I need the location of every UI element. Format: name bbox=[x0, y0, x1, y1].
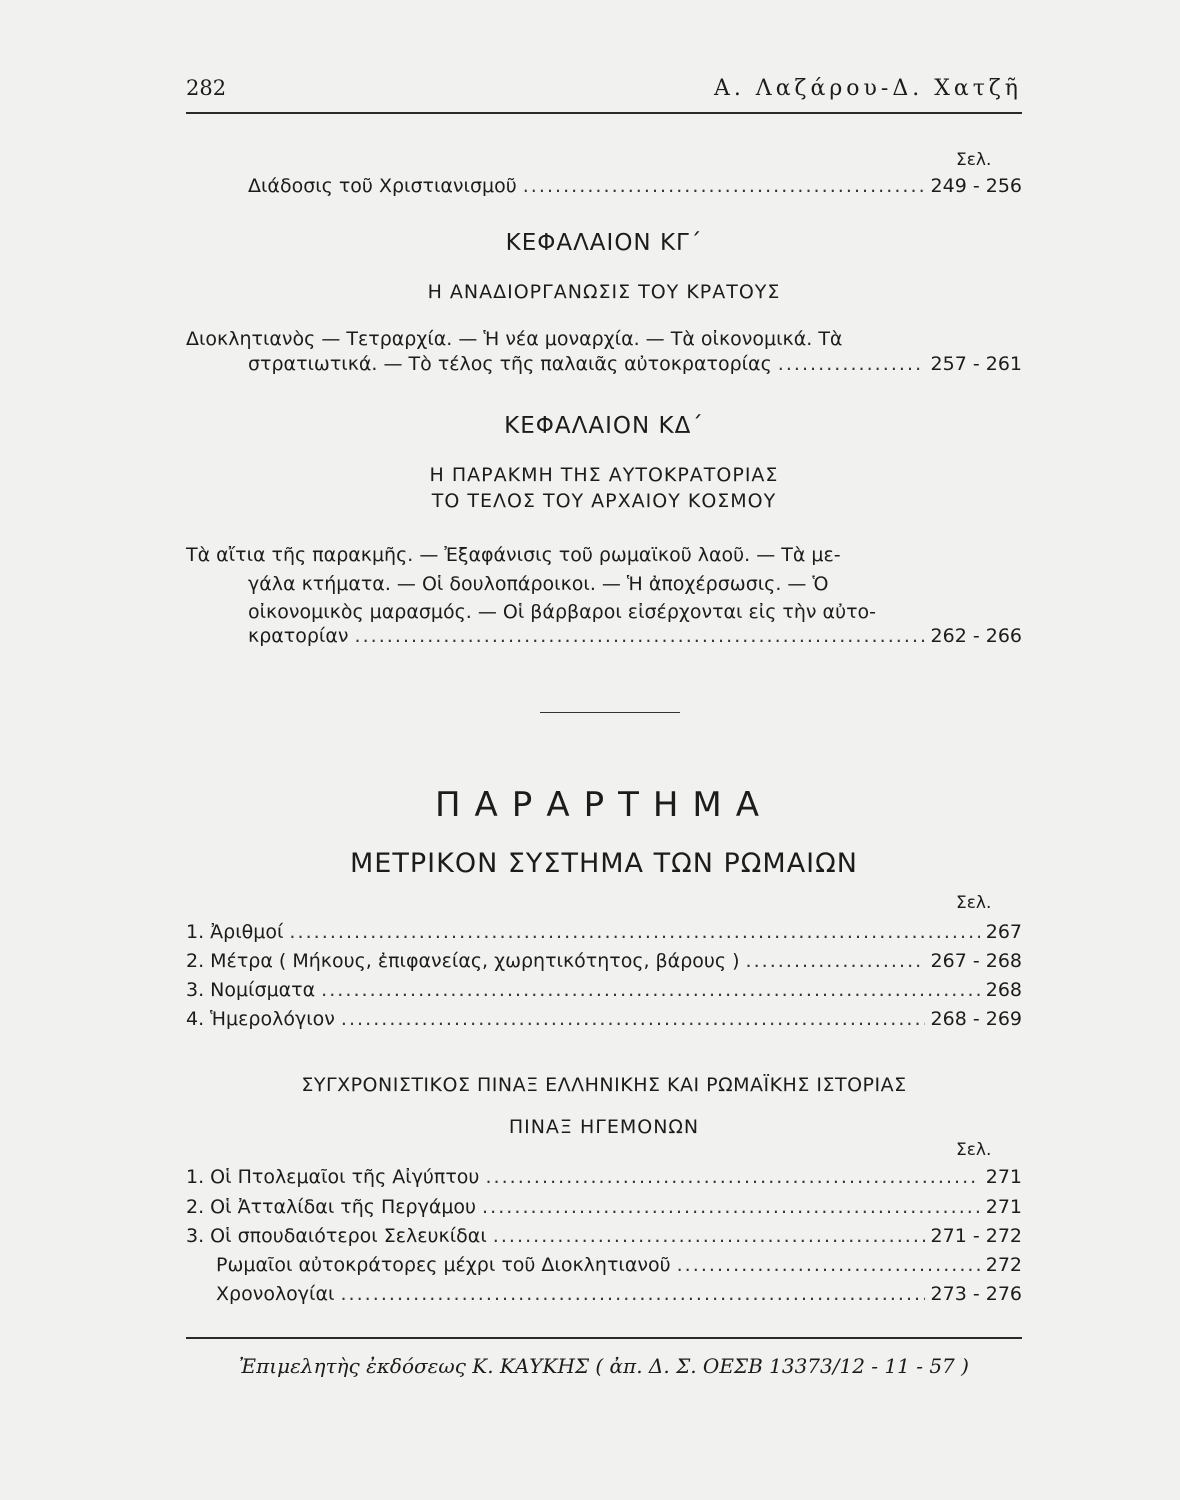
toc-entry-pages: 268 bbox=[985, 979, 1022, 1001]
chapter-subtitle: ΤΟ ΤΕΛΟΣ ΤΟΥ ΑΡΧΑΙΟΥ ΚΟΣΜΟΥ bbox=[431, 490, 777, 512]
toc-entry-pages: 271 - 272 bbox=[930, 1225, 1022, 1247]
toc-entry bbox=[216, 1283, 1022, 1305]
leader-dots bbox=[482, 1196, 980, 1218]
leader-dots bbox=[321, 979, 980, 1001]
footer-rule bbox=[186, 1337, 1022, 1339]
toc-entry bbox=[186, 1196, 1022, 1218]
toc-entry-text: 3. Νομίσματα bbox=[186, 979, 316, 1001]
sel-label: Σελ. bbox=[956, 893, 992, 913]
toc-entry-pages: 268 - 269 bbox=[930, 1008, 1022, 1030]
leader-dots bbox=[289, 921, 979, 943]
leader-dots bbox=[493, 1225, 925, 1247]
page-header bbox=[186, 76, 1022, 106]
header-rule bbox=[186, 112, 1022, 114]
toc-entry-text: γάλα κτήματα. — Οἱ δουλοπάροικοι. — Ἡ ἀποχέρσωσις. — Ὁ bbox=[248, 573, 829, 595]
toc-entry bbox=[216, 1254, 1022, 1276]
publisher-note: Ἐπιμελητὴς ἐκδόσεως Κ. ΚΑΥΚΗΣ ( ἀπ. Δ. Σ. ΟΕΣΒ 13373/12 - 11 - 57 ) bbox=[239, 1354, 969, 1378]
toc-entry-text: Ρωμαῖοι αὐτοκράτορες μέχρι τοῦ Διοκλητιανοῦ bbox=[216, 1254, 671, 1276]
section-subheading: ΠΙΝΑΞ ΗΓΕΜΟΝΩΝ bbox=[508, 1116, 700, 1138]
toc-entry-text: 3. Οἱ σπουδαιότεροι Σελευκίδαι bbox=[186, 1225, 487, 1247]
leader-dots bbox=[485, 1166, 979, 1188]
toc-entry bbox=[186, 950, 1022, 972]
toc-entry-text: Χρονολογίαι bbox=[216, 1283, 335, 1305]
sel-label: Σελ. bbox=[956, 1140, 992, 1160]
leader-dots bbox=[340, 1283, 924, 1305]
chapter-subtitle: Η ΑΝΑΔΙΟΡΓΑΝΩΣΙΣ ΤΟΥ ΚΡΑΤΟΥΣ bbox=[427, 281, 781, 303]
toc-entry-text: Διάδοσις τοῦ Χριστιανισμοῦ bbox=[248, 175, 517, 197]
toc-entry bbox=[186, 1008, 1022, 1030]
toc-entry bbox=[186, 1166, 1022, 1188]
toc-entry bbox=[248, 175, 1022, 197]
appendix-subtitle: ΜΕΤΡΙΚΟΝ ΣΥΣΤΗΜΑ ΤΩΝ ΡΩΜΑΙΩΝ bbox=[350, 848, 858, 879]
toc-entry-pages: 262 - 266 bbox=[930, 625, 1022, 647]
sel-label: Σελ. bbox=[956, 150, 992, 170]
appendix-title: ΠΑΡΑΡΤΗΜΑ bbox=[434, 785, 774, 825]
toc-entry-text: κρατορίαν bbox=[248, 625, 349, 647]
toc-entry-pages: 267 bbox=[985, 921, 1022, 943]
toc-entry-pages: 271 bbox=[985, 1166, 1022, 1188]
toc-entry-pages: 267 - 268 bbox=[930, 950, 1022, 972]
section-heading: ΣΥΓΧΡΟΝΙΣΤΙΚΟΣ ΠΙΝΑΞ ΕΛΛΗΝΙΚΗΣ ΚΑΙ ΡΩΜΑΪΚΗΣ ΙΣΤΟΡΙΑΣ bbox=[301, 1074, 907, 1096]
leader-dots bbox=[778, 353, 925, 375]
toc-entry-text: 1. Οἱ Πτολεμαῖοι τῆς Αἰγύπτου bbox=[186, 1166, 480, 1188]
leader-dots bbox=[341, 1008, 925, 1030]
toc-entry-text: 4. Ἡμερολόγιον bbox=[186, 1008, 335, 1030]
toc-entry-text: 2. Οἱ Ἀτταλίδαι τῆς Περγάμου bbox=[186, 1196, 477, 1218]
leader-dots bbox=[745, 950, 924, 972]
leader-dots bbox=[523, 175, 925, 197]
toc-entry-pages: 271 bbox=[985, 1196, 1022, 1218]
toc-entry-pages: 273 - 276 bbox=[930, 1283, 1022, 1305]
chapter-subtitle: Η ΠΑΡΑΚΜΗ ΤΗΣ ΑΥΤΟΚΡΑΤΟΡΙΑΣ bbox=[429, 464, 779, 486]
toc-entry-text: Τὰ αἴτια τῆς παρακμῆς. — Ἐξαφάνισις τοῦ ρωμαϊκοῦ λαοῦ. — Τὰ με- bbox=[186, 544, 841, 566]
chapter-heading: ΚΕΦΑΛΑΙΟΝ ΚΓ΄ bbox=[505, 230, 703, 256]
toc-entry-text: 1. Ἀριθμοί bbox=[186, 921, 284, 943]
toc-entry-text: οἰκονομικὸς μαρασμός. — Οἱ βάρβαροι εἰσέρχονται εἰς τὴν αὐτο- bbox=[248, 601, 876, 623]
toc-entry-text: Διοκλητιανὸς — Τετραρχία. — Ἡ νέα μοναρχία. — Τὰ οἰκονομικά. Τὰ bbox=[186, 328, 843, 350]
toc-entry-text: στρατιωτικά. — Τὸ τέλος τῆς παλαιᾶς αὐτοκρατορίας bbox=[248, 353, 772, 375]
toc-entry bbox=[248, 625, 1022, 647]
leader-dots bbox=[354, 625, 924, 647]
section-divider bbox=[540, 712, 680, 713]
leader-dots bbox=[677, 1254, 980, 1276]
toc-entry-text: 2. Μέτρα ( Μήκους, ἐπιφανείας, χωρητικότητος, βάρους ) bbox=[186, 950, 740, 972]
toc-entry-pages: 257 - 261 bbox=[930, 353, 1022, 375]
toc-entry-pages: 249 - 256 bbox=[930, 175, 1022, 197]
toc-entry bbox=[248, 353, 1022, 375]
toc-entry-pages: 272 bbox=[985, 1254, 1022, 1276]
chapter-heading: ΚΕΦΑΛΑΙΟΝ ΚΔ΄ bbox=[504, 413, 704, 439]
toc-entry bbox=[186, 1225, 1022, 1247]
running-title: Α. Λαζάρου-Δ. Χατζῆ bbox=[713, 76, 1022, 101]
page-number: 282 bbox=[186, 76, 227, 100]
toc-entry bbox=[186, 979, 1022, 1001]
toc-entry bbox=[186, 921, 1022, 943]
